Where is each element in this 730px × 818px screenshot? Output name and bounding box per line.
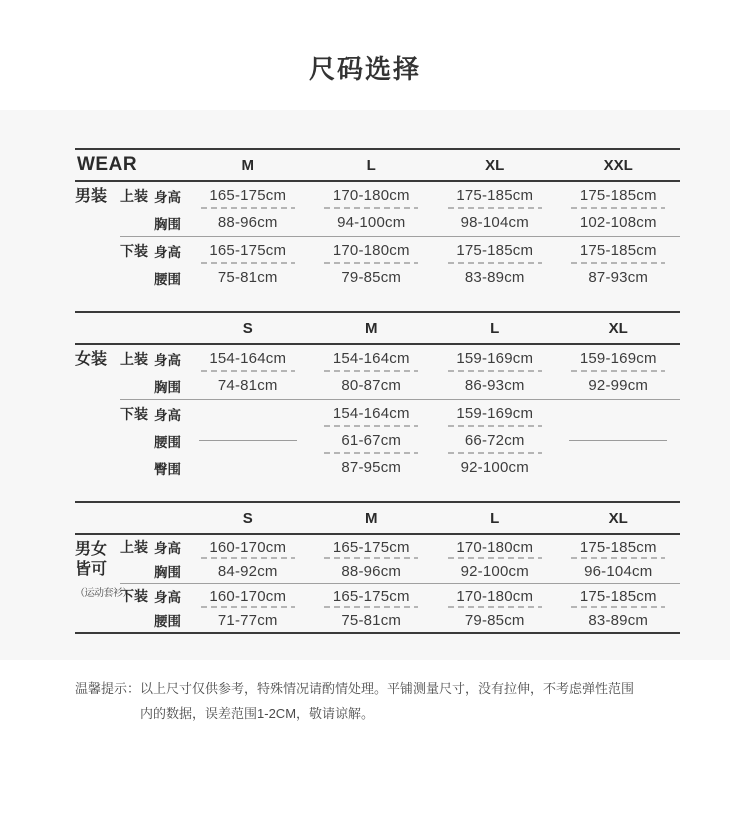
measure-row — [120, 209, 680, 236]
block-label: 下装 — [120, 588, 148, 604]
size-value-cell — [557, 427, 681, 454]
size-value: 94-100cm — [337, 214, 406, 231]
size-value-cell — [433, 427, 557, 454]
col-header-M: M — [365, 319, 378, 337]
size-value-cell — [310, 400, 434, 427]
size-value: 75-81cm — [217, 269, 278, 286]
size-value: 159-169cm — [456, 405, 534, 422]
group-label-text: 男女皆可 — [75, 541, 108, 578]
metric-label: 身高 — [154, 189, 181, 205]
size-value-cell — [433, 182, 557, 209]
size-value-cell — [557, 345, 681, 372]
size-value: 80-87cm — [341, 377, 402, 394]
size-value-cell — [557, 584, 681, 608]
size-value-cell — [557, 237, 681, 264]
size-value: 175-185cm — [579, 587, 657, 605]
size-chart-panel — [0, 110, 730, 660]
measure-row — [120, 608, 680, 632]
size-table-body — [75, 535, 680, 632]
size-value: 175-185cm — [456, 187, 534, 204]
size-value-cell — [557, 535, 681, 559]
block-label: 下装 — [120, 242, 148, 259]
size-value-cell — [186, 454, 310, 481]
no-data-line — [199, 440, 297, 441]
group-label-text: 男装 — [75, 188, 108, 205]
size-value: 160-170cm — [209, 587, 287, 605]
page-title: 尺码选择 — [308, 54, 421, 84]
metric-label: 身高 — [154, 244, 181, 260]
col-header-L: L — [366, 156, 376, 174]
size-table-header — [75, 501, 680, 535]
size-value-cell — [186, 372, 310, 399]
size-value-cell — [433, 209, 557, 236]
size-value-cell — [186, 182, 310, 209]
size-value: 92-100cm — [460, 562, 529, 580]
size-value-cell — [310, 535, 434, 559]
size-value: 79-85cm — [464, 611, 525, 629]
measure-row — [120, 400, 680, 427]
size-value: 159-169cm — [456, 350, 534, 367]
size-value: 66-72cm — [464, 432, 525, 449]
size-value-cell — [186, 427, 310, 454]
size-value-cell — [557, 372, 681, 399]
measure-row — [120, 535, 680, 559]
size-value: 159-169cm — [579, 350, 657, 367]
size-value: 170-180cm — [456, 538, 534, 556]
size-value: 92-100cm — [460, 459, 529, 476]
size-value-cell — [310, 608, 434, 632]
size-value: 88-96cm — [217, 214, 278, 231]
measure-row — [120, 427, 680, 454]
col-header-L: L — [490, 319, 500, 337]
group-sublabel: （运动套衫） — [75, 588, 132, 599]
size-value-cell — [186, 535, 310, 559]
size-value: 154-164cm — [209, 350, 287, 367]
size-value-cell — [310, 372, 434, 399]
size-value: 61-67cm — [341, 432, 402, 449]
measure-row — [120, 264, 680, 291]
size-table-body — [75, 345, 680, 481]
size-value: 71-77cm — [217, 611, 278, 629]
size-table-header — [75, 148, 680, 182]
metric-label: 身高 — [154, 590, 181, 605]
size-value-cell — [557, 608, 681, 632]
size-value: 87-95cm — [341, 459, 402, 476]
size-value-cell — [186, 400, 310, 427]
size-value: 175-185cm — [579, 242, 657, 259]
col-header-XXL: XXL — [603, 156, 633, 174]
size-table-unisex — [75, 501, 680, 634]
tips-note-prefix: 温馨提示： — [75, 681, 141, 696]
size-value-cell — [557, 264, 681, 291]
size-value-cell — [433, 264, 557, 291]
size-value-cell — [186, 345, 310, 372]
col-header-XL: XL — [608, 319, 628, 337]
col-header-S: S — [242, 509, 253, 527]
corner-label: WEAR — [77, 154, 138, 175]
size-value-cell — [433, 237, 557, 264]
metric-label: 胸围 — [154, 216, 181, 232]
metric-label: 身高 — [154, 407, 181, 423]
metric-label: 胸围 — [154, 565, 181, 580]
size-table-header — [75, 311, 680, 345]
size-value: 154-164cm — [332, 350, 410, 367]
block-label: 上装 — [120, 187, 148, 204]
col-header-XL: XL — [608, 509, 628, 527]
size-value: 86-93cm — [464, 377, 525, 394]
size-value-cell — [310, 345, 434, 372]
size-value-cell — [186, 209, 310, 236]
size-value: 170-180cm — [332, 187, 410, 204]
metric-label: 身高 — [154, 541, 181, 556]
size-value: 170-180cm — [456, 587, 534, 605]
size-value-cell — [186, 608, 310, 632]
group-label-text: 女装 — [75, 351, 108, 368]
size-value: 102-108cm — [579, 214, 657, 231]
metric-label: 腰围 — [154, 614, 181, 629]
size-value-cell — [310, 454, 434, 481]
col-header-M: M — [365, 509, 378, 527]
size-value-cell — [186, 584, 310, 608]
size-value: 79-85cm — [341, 269, 402, 286]
tips-note — [75, 676, 730, 726]
size-value: 165-175cm — [332, 538, 410, 556]
size-value: 84-92cm — [217, 562, 278, 580]
size-value-cell — [186, 559, 310, 583]
size-value-cell — [557, 209, 681, 236]
group-label-mens — [75, 187, 120, 207]
size-value-cell — [310, 559, 434, 583]
size-value: 87-93cm — [588, 269, 649, 286]
size-value-cell — [433, 608, 557, 632]
metric-label: 腰围 — [154, 271, 181, 287]
measure-row — [120, 372, 680, 399]
metric-label: 臀围 — [154, 461, 181, 477]
size-value: 170-180cm — [332, 242, 410, 259]
size-value: 175-185cm — [579, 187, 657, 204]
size-value-cell — [433, 535, 557, 559]
size-table-mens — [75, 148, 680, 291]
size-value: 96-104cm — [584, 562, 653, 580]
size-table-body — [75, 182, 680, 291]
size-value-cell — [557, 400, 681, 427]
size-value-cell — [310, 427, 434, 454]
measure-row — [120, 559, 680, 583]
size-value-cell — [186, 264, 310, 291]
block-label: 上装 — [120, 350, 148, 367]
measure-row — [120, 584, 680, 608]
size-value-cell — [310, 237, 434, 264]
size-value-cell — [310, 182, 434, 209]
metric-label: 身高 — [154, 352, 181, 368]
size-value: 165-175cm — [332, 587, 410, 605]
tips-note-text: 以上尺寸仅供参考，特殊情况请酌情处理。平铺测量尺寸，没有拉伸，不考虑弹性范围内的数据，误差范围1-2CM，敬请谅解。 — [140, 681, 635, 721]
size-value-cell — [433, 584, 557, 608]
size-value: 160-170cm — [209, 538, 287, 556]
no-data-line — [569, 440, 667, 441]
size-value: 165-175cm — [209, 187, 287, 204]
size-value-cell — [310, 209, 434, 236]
col-header-M: M — [241, 156, 254, 174]
block-label: 上装 — [120, 539, 148, 555]
size-value-cell — [433, 345, 557, 372]
metric-label: 胸围 — [154, 379, 181, 395]
size-value: 154-164cm — [332, 405, 410, 422]
size-value-cell — [433, 372, 557, 399]
size-value: 83-89cm — [588, 611, 649, 629]
size-value: 75-81cm — [341, 611, 402, 629]
measure-row — [120, 345, 680, 372]
size-value: 92-99cm — [588, 377, 649, 394]
size-value-cell — [310, 584, 434, 608]
size-value-cell — [557, 454, 681, 481]
size-value: 88-96cm — [341, 562, 402, 580]
block-label: 下装 — [120, 405, 148, 422]
size-value: 98-104cm — [460, 214, 529, 231]
col-header-S: S — [242, 319, 253, 337]
size-value-cell — [310, 264, 434, 291]
size-table-womens — [75, 311, 680, 481]
size-value: 175-185cm — [579, 538, 657, 556]
size-value-cell — [433, 400, 557, 427]
col-header-XL: XL — [485, 156, 505, 174]
size-value: 83-89cm — [464, 269, 525, 286]
size-tables — [75, 148, 680, 634]
measure-row — [120, 182, 680, 209]
measure-row — [120, 454, 680, 481]
size-value-cell — [433, 559, 557, 583]
size-value-cell — [433, 454, 557, 481]
size-value-cell — [557, 559, 681, 583]
group-label-unisex — [75, 540, 132, 604]
group-label-womens — [75, 350, 120, 370]
size-value-cell — [186, 237, 310, 264]
size-value: 175-185cm — [456, 242, 534, 259]
size-value-cell — [557, 182, 681, 209]
measure-row — [120, 237, 680, 264]
metric-label: 腰围 — [154, 434, 181, 450]
size-value: 165-175cm — [209, 242, 287, 259]
size-value: 74-81cm — [217, 377, 278, 394]
col-header-L: L — [490, 509, 500, 527]
